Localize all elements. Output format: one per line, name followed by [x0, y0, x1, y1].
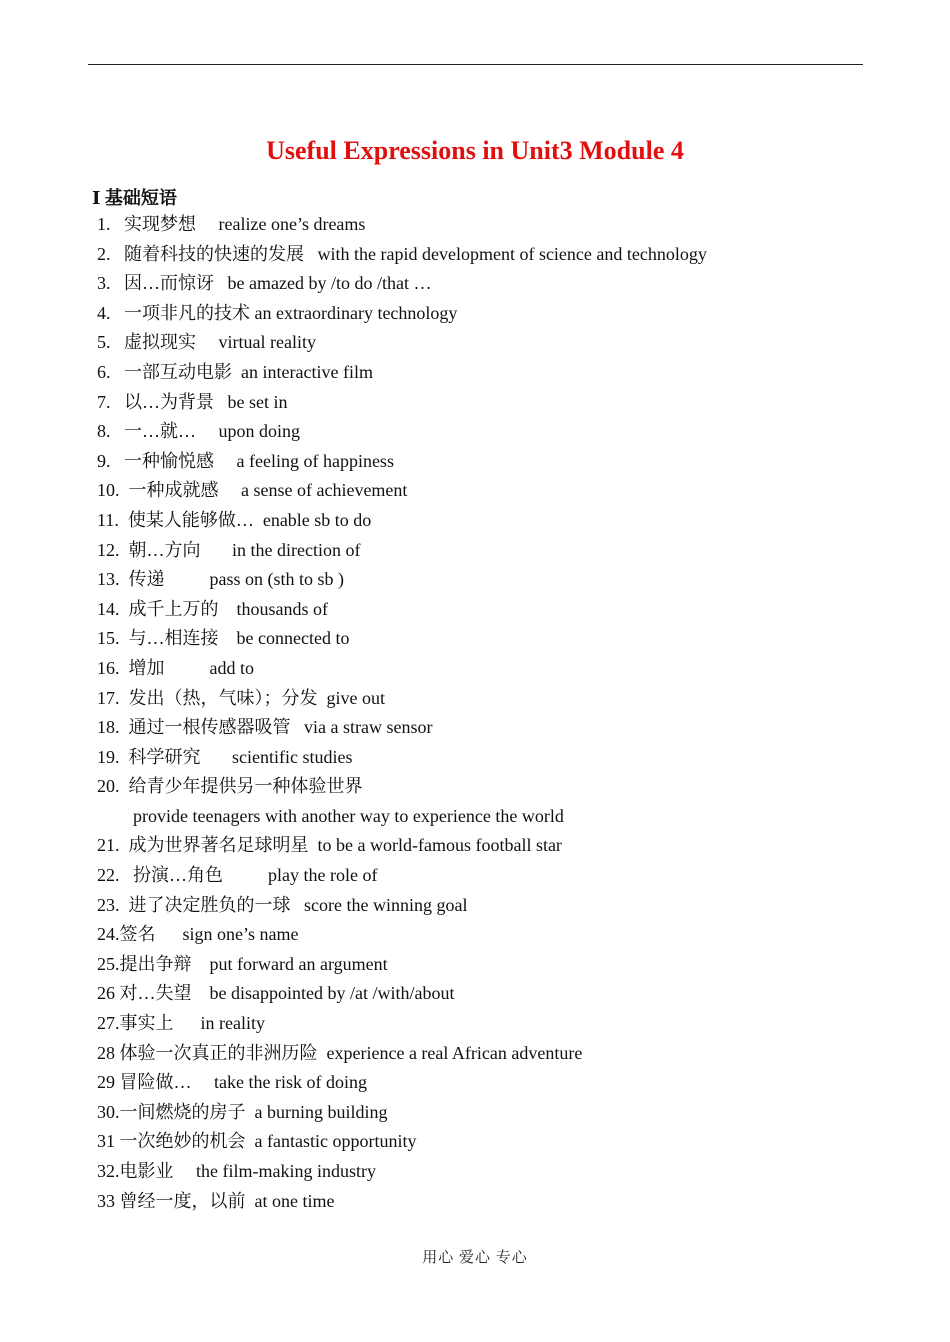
list-item: 8. 一…就… upon doing [97, 421, 301, 442]
list-item: 33 曾经一度，以前 at one time [97, 1190, 335, 1211]
list-item: 23. 进了决定胜负的一球 score the winning goal [97, 894, 468, 915]
list-item: 11. 使某人能够做… enable sb to do [97, 509, 372, 530]
list-item: 10. 一种成就感 a sense of achievement [97, 480, 408, 501]
expression-list [97, 210, 707, 1216]
list-item: 30.一间燃烧的房子 a burning building [97, 1101, 388, 1122]
header-rule [88, 64, 863, 65]
list-item: 13. 传递 pass on (sth to sb ) [97, 569, 344, 590]
list-item: 25.提出争辩 put forward an argument [97, 953, 388, 974]
list-item: 28 体验一次真正的非洲历险 experience a real African adventure [97, 1042, 583, 1063]
list-item: 17. 发出（热，气味）；分发 give out [97, 687, 385, 708]
list-item: 18. 通过一根传感器吸管 via a straw sensor [97, 717, 433, 738]
list-item: 22. 扮演…角色 play the role of [97, 865, 378, 886]
list-item: 31 一次绝妙的机会 a fantastic opportunity [97, 1131, 417, 1152]
list-item: 16. 增加 add to [97, 657, 254, 678]
list-item: 12. 朝…方向 in the direction of [97, 539, 361, 560]
list-item: 19. 科学研究 scientific studies [97, 746, 353, 767]
list-item: 27.事实上 in reality [97, 1013, 265, 1034]
list-item: 14. 成千上万的 thousands of [97, 598, 328, 619]
list-item: 7. 以…为背景 be set in [97, 391, 288, 412]
list-item: 15. 与…相连接 be connected to [97, 628, 350, 649]
page-footer: 用心 爱心 专心 [422, 1250, 528, 1266]
list-item: 4. 一项非凡的技术 an extraordinary technology [97, 302, 458, 323]
list-item: 32.电影业 the film-making industry [97, 1161, 376, 1181]
list-item: 3. 因…而惊讶 be amazed by /to do /that … [97, 273, 432, 294]
list-item: 24.签名 sign one’s name [97, 924, 299, 945]
list-item: 5. 虚拟现实 virtual reality [97, 332, 316, 353]
page-title: Useful Expressions in Unit3 Module 4 [266, 136, 684, 165]
list-item: provide teenagers with another way to experience the world [97, 805, 564, 826]
list-item: 2. 随着科技的快速的发展 with the rapid development of science and technology [97, 243, 707, 264]
list-item: 20. 给青少年提供另一种体验世界 [97, 776, 363, 797]
list-item: 29 冒险做… take the risk of doing [97, 1072, 367, 1093]
list-item: 9. 一种愉悦感 a feeling of happiness [97, 450, 394, 471]
list-item: 21. 成为世界著名足球明星 to be a world-famous football star [97, 835, 562, 856]
list-item: 26 对…失望 be disappointed by /at /with/about [97, 983, 455, 1004]
list-item: 6. 一部互动电影 an interactive film [97, 361, 373, 382]
section-heading: Ⅰ 基础短语 [92, 188, 177, 208]
list-item: 1. 实现梦想 realize one’s dreams [97, 214, 366, 234]
